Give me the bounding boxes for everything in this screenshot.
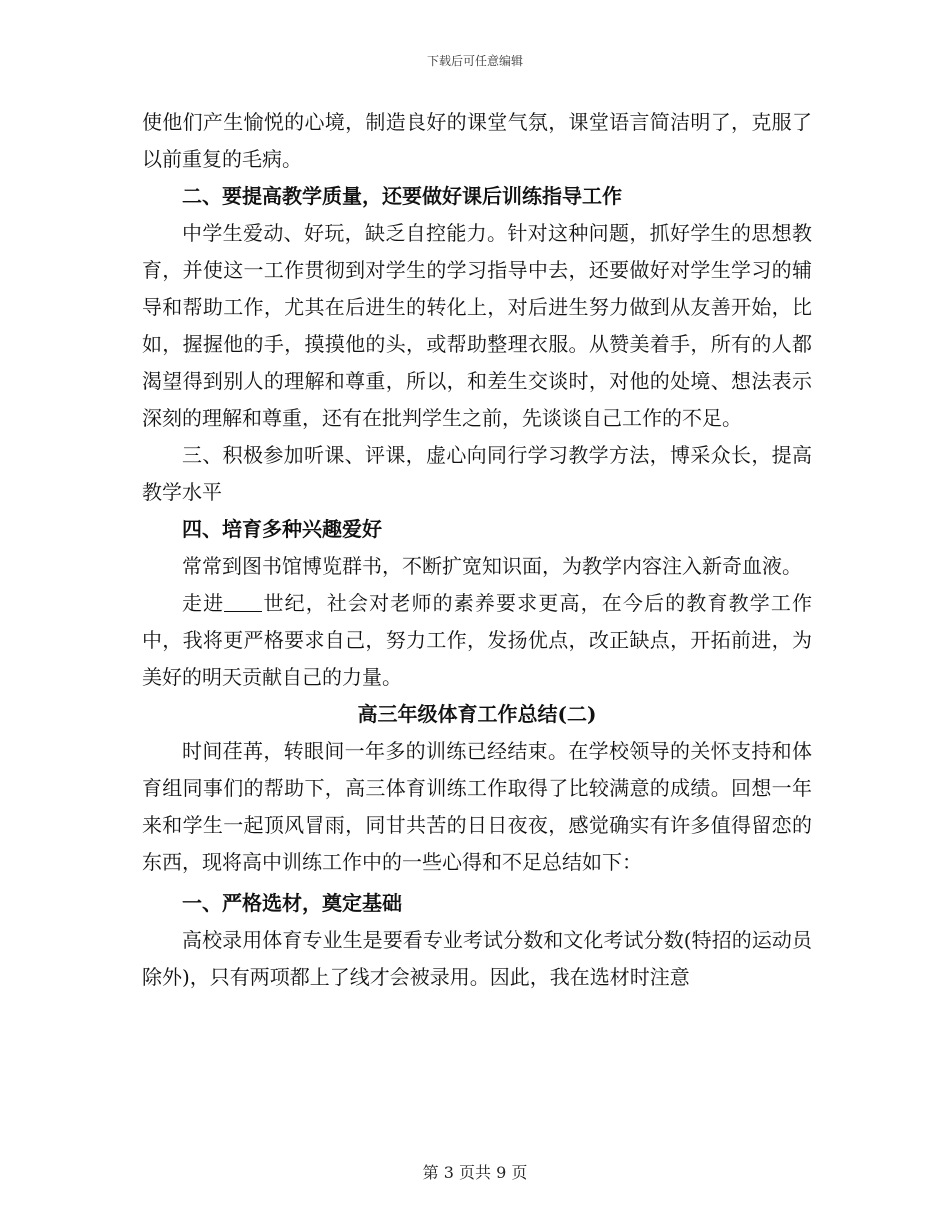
paragraph-5-end: 世纪，社会对老师的素养要求更高，在今后的教育教学工作中，我将更严格要求自己，努力工作，发扬优点，改正缺点，开拓前进，为美好的明天贡献自己的力量。 (142, 591, 813, 689)
heading-7: 一、严格选材，奠定基础 (182, 891, 402, 915)
paragraph-4: 常常到图书馆博览群书，不断扩宽知识面，为教学内容注入新奇血液。 (182, 554, 802, 578)
fill-in-blank (224, 591, 262, 612)
paragraph-2: 中学生爱动、好玩，缺乏自控能力。针对这种问题，抓好学生的思想教育，并使这一工作贯彻到对学生的学习指导中去，还要做好对学生学习的辅导和帮助工作，尤其在后进生的转化上，对后进生努力做到从友善开始，比如，握握他的手，摸摸他的头，或帮助整理衣服。从赞美着手，所有的人都渴望得到别人的理解和尊重，所以，和差生交谈时，对他的处境、想法表示深刻的理解和尊重，还有在批判学生之前，先谈谈自己工作的不足。 (142, 221, 812, 430)
paragraph-1: 使他们产生愉悦的心境，制造良好的课堂气氛，课堂语言简洁明了，克服了以前重复的毛病。 (142, 110, 812, 171)
paragraph-3: 三、积极参加听课、评课，虚心向同行学习教学方法，博采众长，提高教学水平 (142, 443, 812, 504)
paragraph-5 (142, 585, 812, 696)
heading-4: 四、培育多种兴趣爱好 (182, 517, 382, 541)
section-title: 高三年级体育工作总结(二) (357, 702, 597, 726)
page-footer: 第 3 页共 9 页 (422, 1163, 528, 1182)
document-body (142, 104, 812, 996)
heading-2: 二、要提高教学质量，还要做好课后训练指导工作 (182, 184, 622, 208)
paragraph-7: 高校录用体育专业生是要看专业考试分数和文化考试分数(特招的运动员除外)，只有两项都上了线才会被录用。因此，我在选材时注意 (142, 928, 812, 989)
paragraph-6: 时间荏苒，转眼间一年多的训练已经结束。在学校领导的关怀支持和体育组同事们的帮助下，高三体育训练工作取得了比较满意的成绩。回想一年来和学生一起顶风冒雨，同甘共苦的日日夜夜，感觉确实有许多值得留恋的东西，现将高中训练工作中的一些心得和不足总结如下： (142, 739, 812, 874)
header-note: 下载后可任意编辑 (426, 54, 523, 68)
paragraph-5-start: 走进 (182, 591, 225, 615)
